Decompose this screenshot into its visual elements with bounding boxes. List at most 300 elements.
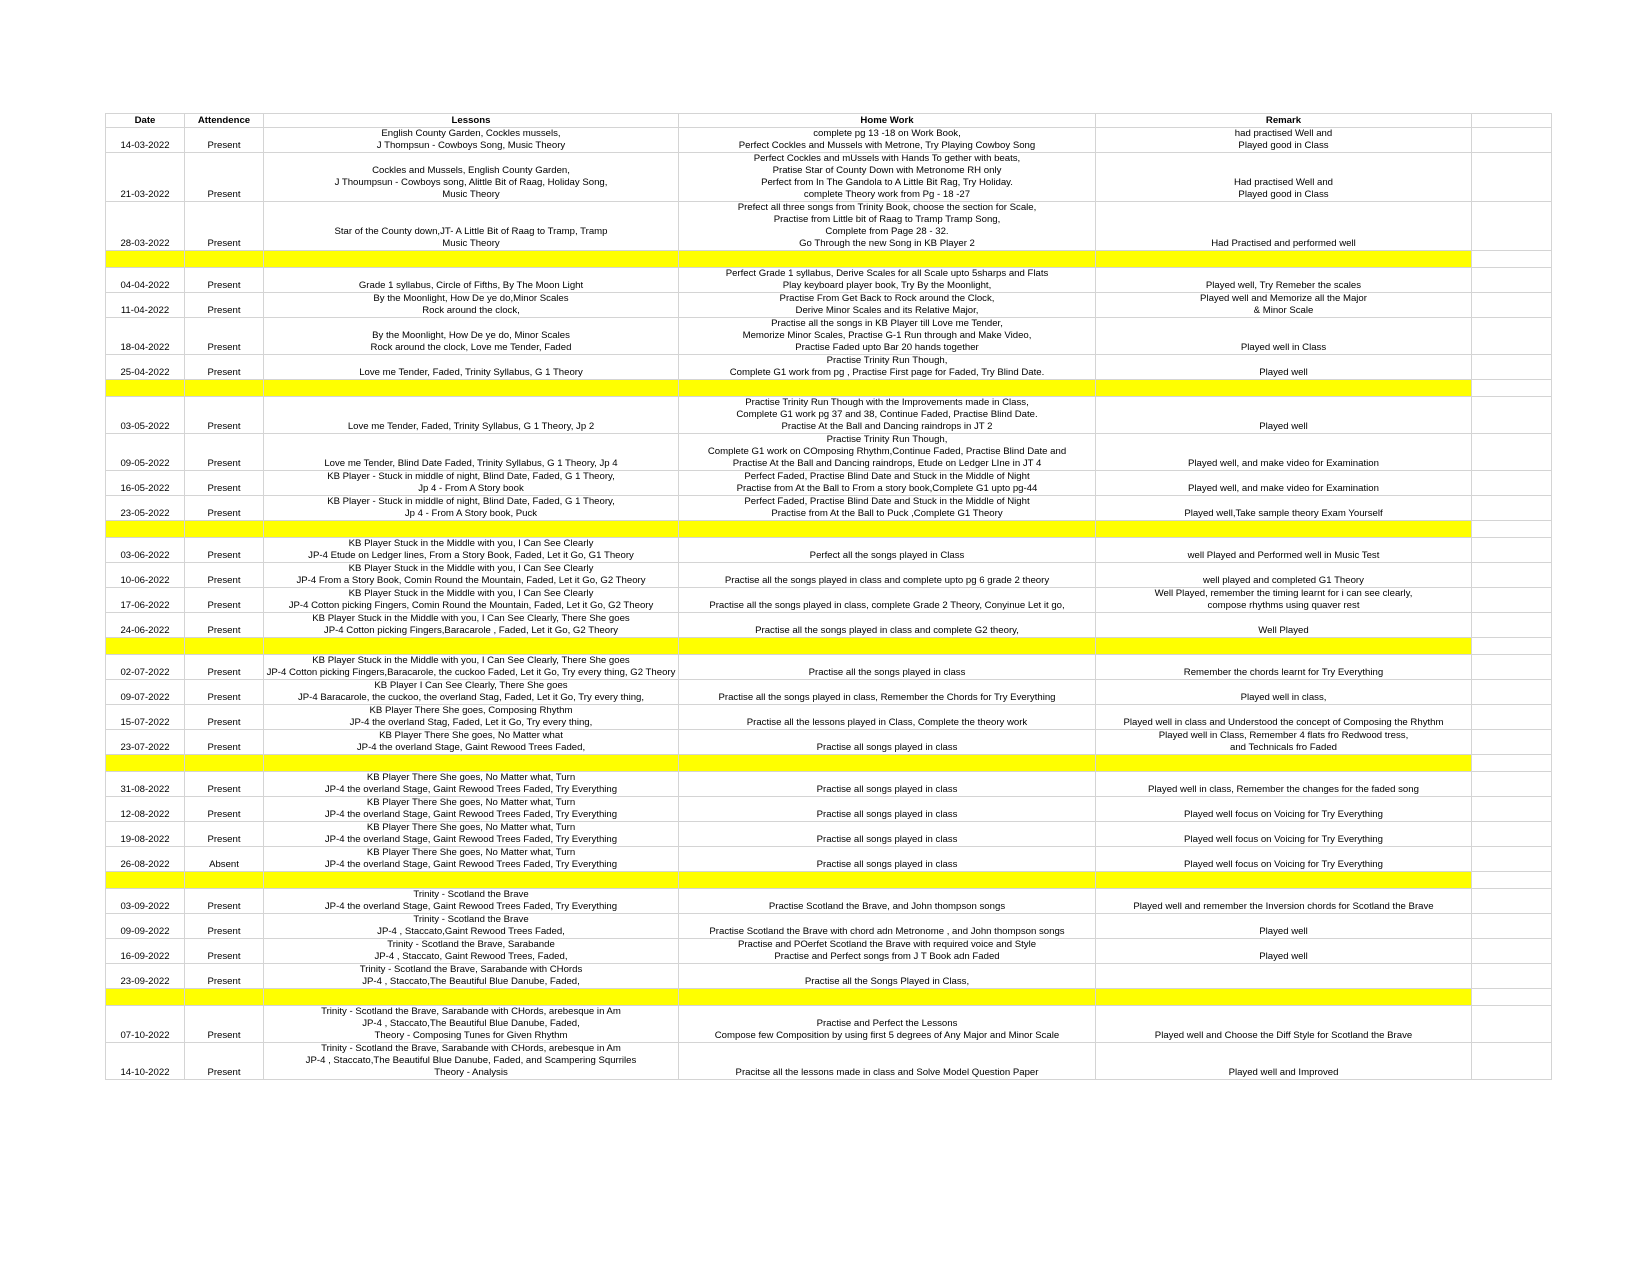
lessons-cell (264, 1043, 679, 1080)
table-row (106, 202, 1552, 251)
home-work-cell-line: Practise all the songs played in class and complete G2 theory, (755, 625, 1019, 636)
date-cell: 11-04-2022 (106, 293, 185, 318)
separator-cell (264, 380, 679, 397)
home-work-cell-line: Practise and Perfect the Lessons (816, 1018, 958, 1029)
table-row (106, 128, 1552, 153)
attendence-cell: Present (185, 153, 264, 202)
remark-cell-line: Played well in class and Understood the concept of Composing the Rhythm (1123, 717, 1444, 728)
lessons-cell-line: KB Player - Stuck in middle of night, Blind Date, Faded, G 1 Theory, (327, 471, 615, 482)
separator-cell (106, 989, 185, 1006)
lessons-cell (264, 588, 679, 613)
attendence-cell: Present (185, 613, 264, 638)
home-work-cell (679, 202, 1096, 251)
empty-cell (1472, 471, 1552, 496)
remark-cell-line: well played and completed G1 Theory (1203, 575, 1364, 586)
home-work-cell-line: Practise from At the Ball to From a story book,Complete G1 upto pg-44 (736, 483, 1038, 494)
separator-row (106, 872, 1552, 889)
home-work-cell (679, 293, 1096, 318)
empty-cell (1472, 889, 1552, 914)
lessons-cell (264, 563, 679, 588)
lessons-cell (264, 889, 679, 914)
table-row (106, 680, 1552, 705)
header-date: Date (106, 114, 185, 128)
lessons-cell-line: KB Player There She goes, No Matter what, Turn (366, 797, 576, 808)
lessons-cell (264, 680, 679, 705)
empty-cell (1472, 293, 1552, 318)
lessons-cell-line: Trinity - Scotland the Brave, Sarabande with CHords, arebesque in Am (321, 1043, 621, 1054)
empty-cell (1472, 538, 1552, 563)
separator-cell (1472, 521, 1552, 538)
table-row (106, 797, 1552, 822)
date-cell: 07-10-2022 (106, 1006, 185, 1043)
date-cell: 14-10-2022 (106, 1043, 185, 1080)
home-work-cell-line: Practise from Little bit of Raag to Tramp Tramp Song, (773, 214, 1001, 225)
table-row (106, 822, 1552, 847)
lessons-cell (264, 822, 679, 847)
lessons-cell-line: JP-4 the overland Stage, Gaint Rewood Trees Faded, Try Everything (324, 901, 618, 912)
remark-cell (1096, 318, 1472, 355)
home-work-cell (679, 471, 1096, 496)
separator-cell (185, 755, 264, 772)
attendence-cell: Present (185, 772, 264, 797)
remark-cell (1096, 1043, 1472, 1080)
separator-cell (185, 989, 264, 1006)
home-work-cell-line: Practise and POerfet Scotland the Brave with required voice and Style (737, 939, 1037, 950)
separator-row (106, 755, 1552, 772)
remark-cell (1096, 538, 1472, 563)
home-work-cell-line: Complete G1 work on COmposing Rhythm,Continue Faded, Practise Blind Date and (707, 446, 1067, 457)
attendence-cell: Present (185, 822, 264, 847)
home-work-cell-line: Perfect Grade 1 syllabus, Derive Scales for all Scale upto 5sharps and Flats (725, 268, 1049, 279)
lessons-cell (264, 847, 679, 872)
home-work-cell (679, 496, 1096, 521)
remark-cell (1096, 496, 1472, 521)
home-work-cell (679, 538, 1096, 563)
remark-cell (1096, 705, 1472, 730)
separator-cell (1472, 251, 1552, 268)
separator-cell (264, 989, 679, 1006)
empty-cell (1472, 434, 1552, 471)
remark-cell-line: Played well and Memorize all the Major (1200, 293, 1367, 304)
remark-cell-line: Played well,Take sample theory Exam Yourself (1184, 508, 1383, 519)
separator-row (106, 638, 1552, 655)
attendence-cell: Present (185, 202, 264, 251)
home-work-cell-line: Practise all the songs played in class, Remember the Chords for Try Everything (718, 692, 1056, 703)
remark-cell (1096, 268, 1472, 293)
home-work-cell-line: Practise all songs played in class (816, 859, 958, 870)
empty-cell (1472, 705, 1552, 730)
separator-row (106, 251, 1552, 268)
attendence-cell: Present (185, 705, 264, 730)
remark-cell-line: & Minor Scale (1253, 305, 1314, 316)
date-cell: 03-06-2022 (106, 538, 185, 563)
remark-cell (1096, 964, 1472, 989)
remark-cell (1096, 471, 1472, 496)
attendence-cell: Present (185, 914, 264, 939)
remark-cell-line: Played well in class, Remember the changes for the faded song (1148, 784, 1419, 795)
table-row (106, 772, 1552, 797)
home-work-cell-line: Practise all the songs played in class (808, 667, 966, 678)
remark-cell-line: Played well (1259, 926, 1308, 937)
home-work-cell-line: Practise Scotland the Brave, and John thompson songs (768, 901, 1006, 912)
separator-row (106, 521, 1552, 538)
date-cell: 04-04-2022 (106, 268, 185, 293)
empty-cell (1472, 822, 1552, 847)
home-work-cell-line: Play keyboard player book, Try By the Moonlight, (782, 280, 992, 291)
separator-cell (185, 380, 264, 397)
separator-cell (185, 638, 264, 655)
remark-cell-line: Well Played, remember the timing learnt for i can see clearly, (1154, 588, 1413, 599)
header-attendence: Attendence (185, 114, 264, 128)
remark-cell (1096, 772, 1472, 797)
home-work-cell (679, 434, 1096, 471)
lessons-cell-line: English County Garden, Cockles mussels, (381, 128, 561, 139)
home-work-cell (679, 268, 1096, 293)
separator-cell (1096, 251, 1472, 268)
empty-cell (1472, 797, 1552, 822)
lessons-cell-line: JP-4 the overland Stage, Gaint Rewood Trees Faded, (356, 742, 586, 753)
home-work-cell-line: Practise all songs played in class (816, 742, 958, 753)
home-work-cell-line: Perfect Cockles and Mussels with Metrone, Try Playing Cowboy Song (738, 140, 1036, 151)
lessons-cell-line: JP-4 the overland Stage, Gaint Rewood Trees Faded, Try Everything (324, 809, 618, 820)
lessons-cell (264, 128, 679, 153)
date-cell: 02-07-2022 (106, 655, 185, 680)
table-row (106, 889, 1552, 914)
home-work-cell-line: Perfect from In The Gandola to A Little Bit Rag, Try Holiday. (761, 177, 1013, 188)
remark-cell-line: Played well in Class (1240, 342, 1327, 353)
separator-cell (1472, 638, 1552, 655)
lessons-cell-line: JP-4 the overland Stage, Gaint Rewood Trees Faded, Try Everything (324, 859, 618, 870)
home-work-cell (679, 397, 1096, 434)
lessons-cell-line: KB Player - Stuck in middle of night, Blind Date, Faded, G 1 Theory, (327, 496, 615, 507)
attendence-cell: Present (185, 939, 264, 964)
empty-cell (1472, 496, 1552, 521)
attendence-cell: Present (185, 563, 264, 588)
lessons-cell-line: KB Player Stuck in the Middle with you, I Can See Clearly (348, 588, 594, 599)
lessons-cell (264, 202, 679, 251)
table-row (106, 496, 1552, 521)
separator-cell (1096, 755, 1472, 772)
home-work-cell-line: Pratise Star of County Down with Metronome RH only (772, 165, 1002, 176)
home-work-cell-line: Practise from At the Ball to Puck ,Complete G1 Theory (771, 508, 1003, 519)
remark-cell-line: Played well focus on Voicing for Try Everything (1184, 834, 1383, 845)
remark-cell (1096, 563, 1472, 588)
attendence-cell: Present (185, 655, 264, 680)
remark-cell-line: Well Played (1258, 625, 1309, 636)
date-cell: 03-09-2022 (106, 889, 185, 914)
separator-cell (185, 251, 264, 268)
date-cell: 10-06-2022 (106, 563, 185, 588)
empty-cell (1472, 563, 1552, 588)
empty-cell (1472, 153, 1552, 202)
lessons-cell-line: KB Player Stuck in the Middle with you, I Can See Clearly, There She goes (312, 613, 630, 624)
home-work-cell-line: complete pg 13 -18 on Work Book, (813, 128, 961, 139)
home-work-cell (679, 318, 1096, 355)
remark-cell (1096, 847, 1472, 872)
table-row (106, 705, 1552, 730)
lessons-cell-line: Trinity - Scotland the Brave, Sarabande (387, 939, 555, 950)
home-work-cell-line: Perfect all the songs played in Class (809, 550, 965, 561)
separator-cell (264, 638, 679, 655)
header-empty (1472, 114, 1552, 128)
home-work-cell-line: Practise all the lessons played in Class, Complete the theory work (746, 717, 1028, 728)
home-work-cell-line: Practise and Perfect songs from J T Book adn Faded (774, 951, 1000, 962)
date-cell: 16-05-2022 (106, 471, 185, 496)
remark-cell-line: Played well, Try Remeber the scales (1205, 280, 1362, 291)
lessons-cell-line: By the Moonlight, How De ye do, Minor Scales (372, 330, 570, 341)
home-work-cell-line: Practise all the songs played in class and complete upto pg 6 grade 2 theory (724, 575, 1050, 586)
home-work-cell-line: Practise all songs played in class (816, 809, 958, 820)
date-cell: 14-03-2022 (106, 128, 185, 153)
lessons-cell-line: JP-4 Cotton picking Fingers,Baracarole , Faded, Let it Go, G2 Theory (323, 625, 619, 636)
attendence-cell: Present (185, 496, 264, 521)
attendence-cell: Present (185, 128, 264, 153)
separator-cell (106, 251, 185, 268)
home-work-cell-line: Practise Faded upto Bar 20 hands together (795, 342, 979, 353)
home-work-cell (679, 939, 1096, 964)
lessons-cell-line: J Thompsun - Cowboys Song, Music Theory (376, 140, 566, 151)
lessons-cell (264, 397, 679, 434)
remark-cell-line: Played good in Class (1238, 189, 1329, 200)
lessons-cell-line: JP-4 the overland Stage, Gaint Rewood Trees Faded, Try Everything (324, 784, 618, 795)
date-cell: 31-08-2022 (106, 772, 185, 797)
separator-cell (185, 521, 264, 538)
attendence-cell: Present (185, 889, 264, 914)
empty-cell (1472, 202, 1552, 251)
empty-cell (1472, 588, 1552, 613)
table-row (106, 293, 1552, 318)
separator-cell (679, 872, 1096, 889)
date-cell: 09-09-2022 (106, 914, 185, 939)
separator-cell (106, 755, 185, 772)
date-cell: 15-07-2022 (106, 705, 185, 730)
lessons-cell (264, 730, 679, 755)
lessons-cell-line: Trinity - Scotland the Brave (413, 889, 529, 900)
home-work-cell (679, 355, 1096, 380)
home-work-cell-line: Practise all songs played in class (816, 784, 958, 795)
lessons-cell (264, 797, 679, 822)
empty-cell (1472, 613, 1552, 638)
home-work-cell (679, 563, 1096, 588)
table-row (106, 397, 1552, 434)
table-row (106, 588, 1552, 613)
home-work-cell-line: Practise all the Songs Played in Class, (804, 976, 970, 987)
separator-cell (106, 872, 185, 889)
empty-cell (1472, 680, 1552, 705)
lessons-cell (264, 293, 679, 318)
date-cell: 23-09-2022 (106, 964, 185, 989)
lessons-cell (264, 772, 679, 797)
lessons-cell-line: KB Player There She goes, Composing Rhythm (369, 705, 573, 716)
attendence-cell: Present (185, 1006, 264, 1043)
date-cell: 24-06-2022 (106, 613, 185, 638)
remark-cell (1096, 397, 1472, 434)
home-work-cell (679, 964, 1096, 989)
home-work-cell-line: Memorize Minor Scales, Practise G-1 Run through and Make Video, (742, 330, 1032, 341)
remark-cell (1096, 434, 1472, 471)
date-cell: 09-07-2022 (106, 680, 185, 705)
lessons-cell-line: Grade 1 syllabus, Circle of Fifths, By The Moon Light (358, 280, 584, 291)
home-work-cell-line: Perfect Faded, Practise Blind Date and Stuck in the Middle of Night (744, 496, 1030, 507)
home-work-cell-line: Go Through the new Song in KB Player 2 (799, 238, 975, 249)
remark-cell (1096, 680, 1472, 705)
lessons-cell-line: Cockles and Mussels, English County Garden, (372, 165, 570, 176)
attendence-cell: Present (185, 268, 264, 293)
home-work-cell-line: Complete from Page 28 - 32. (825, 226, 949, 237)
separator-cell (679, 251, 1096, 268)
lessons-cell (264, 355, 679, 380)
header-row (106, 114, 1552, 128)
lessons-cell-line: JP-4 , Staccato,The Beautiful Blue Danube, Faded, and Scampering Squrriles (305, 1055, 637, 1066)
empty-cell (1472, 1006, 1552, 1043)
home-work-cell-line: Practise Trinity Run Though, (826, 434, 948, 445)
attendence-cell: Present (185, 293, 264, 318)
lessons-cell-line: JP-4 the overland Stage, Gaint Rewood Trees Faded, Try Everything (324, 834, 618, 845)
header-remark: Remark (1096, 114, 1472, 128)
remark-cell-line: compose rhythms using quaver rest (1207, 600, 1360, 611)
remark-cell-line: Played well focus on Voicing for Try Everything (1184, 809, 1383, 820)
home-work-cell-line: Practise all songs played in class (816, 834, 958, 845)
attendence-cell: Present (185, 538, 264, 563)
date-cell: 21-03-2022 (106, 153, 185, 202)
remark-cell (1096, 355, 1472, 380)
separator-cell (1096, 989, 1472, 1006)
lessons-cell (264, 471, 679, 496)
lessons-cell (264, 538, 679, 563)
lessons-cell (264, 939, 679, 964)
lessons-cell-line: Music Theory (442, 189, 500, 200)
remark-cell-line: Played well (1259, 367, 1308, 378)
lessons-cell-line: Rock around the clock, (422, 305, 520, 316)
lessons-cell-line: JP-4 From a Story Book, Comin Round the Mountain, Faded, Let it Go, G2 Theory (296, 575, 646, 586)
lessons-cell-line: Rock around the clock, Love me Tender, Faded (370, 342, 572, 353)
lessons-cell-line: Trinity - Scotland the Brave, Sarabande with CHords, arebesque in Am (321, 1006, 621, 1017)
separator-cell (264, 755, 679, 772)
separator-cell (1472, 380, 1552, 397)
remark-cell (1096, 1006, 1472, 1043)
lessons-cell (264, 318, 679, 355)
lessons-cell-line: JP-4 the overland Stag, Faded, Let it Go, Try every thing, (349, 717, 593, 728)
home-work-cell-line: Perfect Faded, Practise Blind Date and Stuck in the Middle of Night (744, 471, 1030, 482)
lessons-cell (264, 914, 679, 939)
lessons-cell-line: KB Player Stuck in the Middle with you, I Can See Clearly, There She goes (312, 655, 630, 666)
table-row (106, 847, 1552, 872)
table-row (106, 613, 1552, 638)
empty-cell (1472, 772, 1552, 797)
home-work-cell (679, 1006, 1096, 1043)
home-work-cell-line: Practise all the songs in KB Player till Love me Tender, (771, 318, 1003, 329)
lessons-cell-line: Love me Tender, Faded, Trinity Syllabus, G 1 Theory (359, 367, 583, 378)
home-work-cell (679, 655, 1096, 680)
remark-cell-line: Had Practised and performed well (1211, 238, 1356, 249)
attendence-cell: Present (185, 680, 264, 705)
home-work-cell (679, 128, 1096, 153)
remark-cell-line: Played well, and make video for Examination (1188, 458, 1379, 469)
table-row (106, 1006, 1552, 1043)
separator-cell (679, 989, 1096, 1006)
table-row (106, 730, 1552, 755)
remark-cell-line: Played well and Choose the Diff Style for Scotland the Brave (1154, 1030, 1413, 1041)
remark-cell-line (1098, 976, 1469, 988)
date-cell: 03-05-2022 (106, 397, 185, 434)
remark-cell (1096, 293, 1472, 318)
empty-cell (1472, 914, 1552, 939)
home-work-cell-line: Practise At the Ball and Dancing raindrops in JT 2 (781, 421, 993, 432)
home-work-cell (679, 730, 1096, 755)
home-work-cell-line: Practise all the songs played in class, complete Grade 2 Theory, Conyinue Let it go, (709, 600, 1065, 611)
separator-cell (264, 251, 679, 268)
empty-cell (1472, 268, 1552, 293)
separator-cell (106, 521, 185, 538)
date-cell: 12-08-2022 (106, 797, 185, 822)
remark-cell-line: Remember the chords learnt for Try Everything (1183, 667, 1384, 678)
separator-cell (679, 755, 1096, 772)
date-cell: 16-09-2022 (106, 939, 185, 964)
empty-cell (1472, 964, 1552, 989)
attendence-cell: Present (185, 730, 264, 755)
table-row (106, 434, 1552, 471)
separator-cell (1096, 638, 1472, 655)
date-cell: 17-06-2022 (106, 588, 185, 613)
home-work-cell (679, 889, 1096, 914)
table-row (106, 1043, 1552, 1080)
remark-cell (1096, 588, 1472, 613)
remark-cell-line: Had practised Well and (1233, 177, 1333, 188)
attendence-cell: Present (185, 1043, 264, 1080)
lessons-cell-line: JP-4 Cotton picking Fingers, Comin Round the Mountain, Faded, Let it Go, G2 Theory (288, 600, 654, 611)
lessons-cell-line: KB Player There She goes, No Matter what, Turn (366, 772, 576, 783)
date-cell: 19-08-2022 (106, 822, 185, 847)
lessons-cell (264, 613, 679, 638)
date-cell: 18-04-2022 (106, 318, 185, 355)
remark-cell-line: Played well (1259, 951, 1308, 962)
date-cell: 23-07-2022 (106, 730, 185, 755)
lessons-cell-line: KB Player There She goes, No Matter what, Turn (366, 847, 576, 858)
home-work-cell (679, 705, 1096, 730)
home-work-cell-line: Complete G1 work from pg , Practise First page for Faded, Try Blind Date. (729, 367, 1045, 378)
empty-cell (1472, 939, 1552, 964)
home-work-cell-line: Practise Scotland the Brave with chord adn Metronome , and John thompson songs (709, 926, 1065, 937)
empty-cell (1472, 397, 1552, 434)
header-home-work: Home Work (679, 114, 1096, 128)
empty-cell (1472, 847, 1552, 872)
home-work-cell-line: Complete G1 work pg 37 and 38, Continue Faded, Practise Blind Date. (736, 409, 1038, 420)
table-row (106, 563, 1552, 588)
table-row (106, 268, 1552, 293)
remark-cell-line: had practised Well and (1234, 128, 1333, 139)
separator-cell (106, 380, 185, 397)
lessons-cell (264, 655, 679, 680)
lessons-cell-line: Jp 4 - From A Story book, Puck (404, 508, 538, 519)
lessons-cell-line: Love me Tender, Faded, Trinity Syllabus, G 1 Theory, Jp 2 (347, 421, 595, 432)
lessons-cell-line: Theory - Composing Tunes for Given Rhythm (374, 1030, 568, 1041)
empty-cell (1472, 128, 1552, 153)
table-row (106, 318, 1552, 355)
attendence-cell: Present (185, 355, 264, 380)
remark-cell (1096, 914, 1472, 939)
table-row (106, 153, 1552, 202)
remark-cell (1096, 613, 1472, 638)
separator-cell (1472, 872, 1552, 889)
lessons-cell (264, 1006, 679, 1043)
lessons-cell-line: JP-4 Baracarole, the cuckoo, the overland Stag, Faded, Let it Go, Try every thing, (297, 692, 645, 703)
separator-cell (185, 872, 264, 889)
lessons-cell (264, 964, 679, 989)
empty-cell (1472, 655, 1552, 680)
remark-cell-line: Played well in Class, Remember 4 flats fro Redwood tress, (1158, 730, 1409, 741)
remark-cell (1096, 128, 1472, 153)
lessons-cell-line: KB Player I Can See Clearly, There She goes (374, 680, 568, 691)
